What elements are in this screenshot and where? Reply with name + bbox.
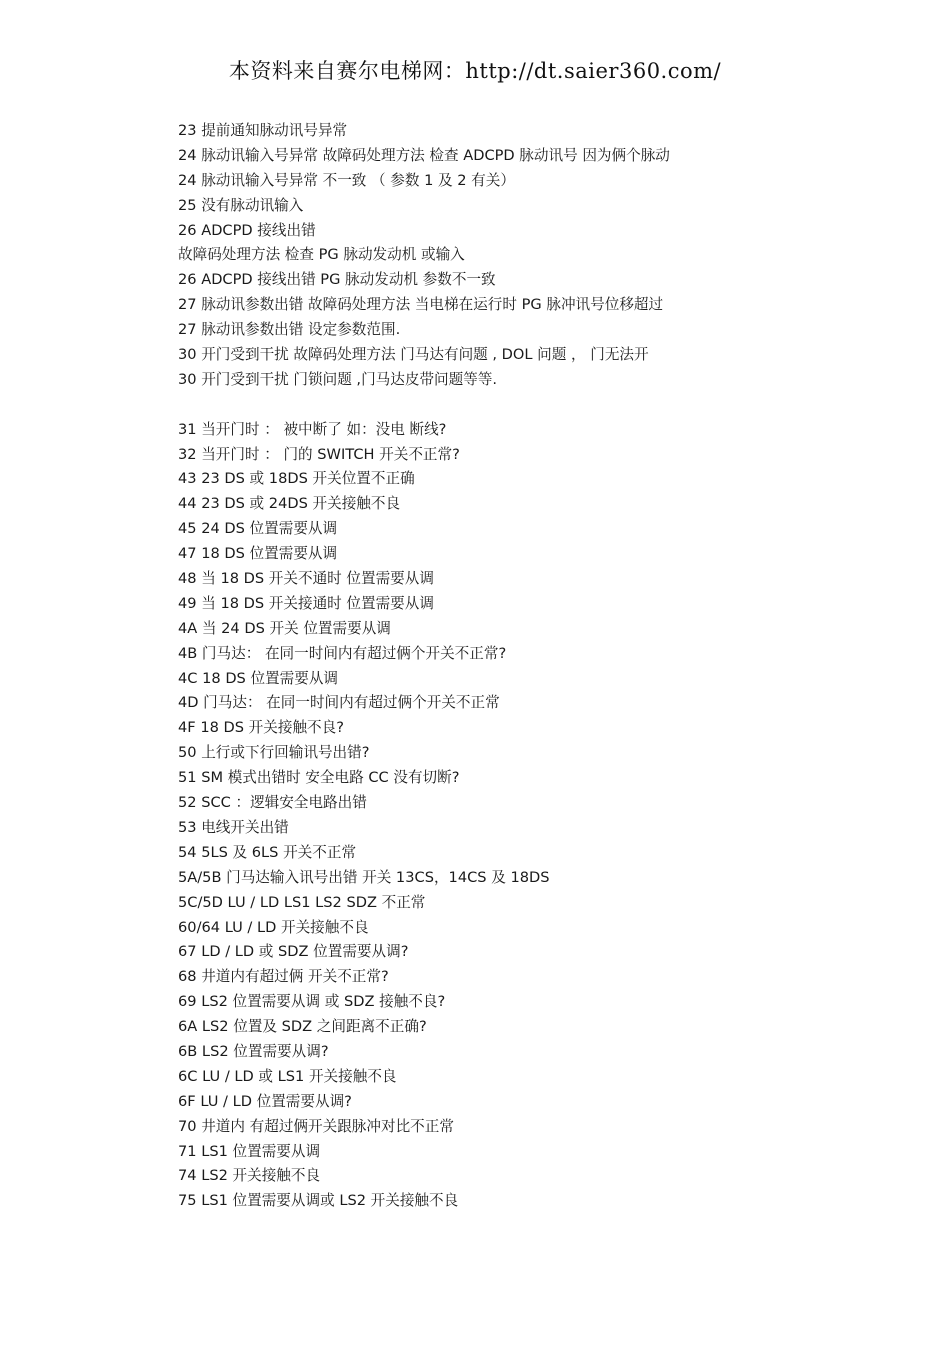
fault-code-line: 45 24 DS 位置需要从调 bbox=[178, 520, 338, 538]
fault-code-list bbox=[178, 119, 898, 1214]
fault-code-line: 54 5LS 及 6LS 开关不正常 bbox=[178, 843, 357, 861]
fault-code-line: 4D 门马达： 在同一时间内有超过俩个开关不正常 bbox=[178, 694, 500, 712]
fault-code-line: 44 23 DS 或 24DS 开关接触不良 bbox=[178, 495, 401, 513]
fault-code-line: 27 脉动讯参数出错 故障码处理方法 当电梯在运行时 PG 脉冲讯号位移超过 bbox=[178, 296, 664, 314]
fault-code-line: 30 开门受到干扰 门锁问题 ,门马达皮带问题等等. bbox=[178, 370, 498, 388]
fault-code-line: 27 脉动讯参数出错 设定参数范围. bbox=[178, 321, 401, 339]
fault-code-line: 故障码处理方法 检查 PG 脉动发动机 或输入 bbox=[178, 246, 465, 264]
fault-code-line: 30 开门受到干扰 故障码处理方法 门马达有问题 , DOL 问题 ， 门无法开 bbox=[178, 346, 649, 364]
fault-code-line: 4A 当 24 DS 开关 位置需要从调 bbox=[178, 619, 391, 637]
fault-code-line: 4F 18 DS 开关接触不良? bbox=[178, 719, 344, 737]
fault-code-line: 24 脉动讯输入号异常 故障码处理方法 检查 ADCPD 脉动讯号 因为俩个脉动 bbox=[178, 146, 670, 164]
fault-code-line: 5A/5B 门马达输入讯号出错 开关 13CS，14CS 及 18DS bbox=[178, 868, 550, 886]
fault-code-line: 31 当开门时 ： 被中断了 如：没电 断线? bbox=[178, 420, 447, 438]
fault-code-line: 47 18 DS 位置需要从调 bbox=[178, 545, 338, 563]
fault-code-line: 53 电线开关出错 bbox=[178, 818, 289, 836]
fault-code-line: 4B 门马达： 在同一时间内有超过俩个开关不正常? bbox=[178, 644, 507, 662]
fault-code-line: 75 LS1 位置需要从调或 LS2 开关接触不良 bbox=[178, 1192, 459, 1210]
fault-code-line: 24 脉动讯输入号异常 不一致 （ 参数 1 及 2 有关） bbox=[178, 171, 515, 189]
page-header-source: 本资料来自赛尔电梯网：http://dt.saier360.com/ bbox=[228, 59, 722, 83]
fault-code-line: 23 提前通知脉动讯号异常 bbox=[178, 122, 348, 139]
fault-code-line: 6F LU / LD 位置需要从调? bbox=[178, 1092, 352, 1110]
fault-code-line: 32 当开门时 ： 门的 SWITCH 开关不正常? bbox=[178, 445, 460, 463]
fault-code-line: 60/64 LU / LD 开关接触不良 bbox=[178, 918, 369, 936]
fault-code-line: 71 LS1 位置需要从调 bbox=[178, 1142, 321, 1160]
fault-code-line: 51 SM 模式出错时 安全电路 CC 没有切断? bbox=[178, 769, 460, 787]
fault-code-line: 70 井道内 有超过俩开关跟脉冲对比不正常 bbox=[178, 1117, 454, 1135]
fault-code-line: 25 没有脉动讯输入 bbox=[178, 196, 304, 214]
fault-code-line: 67 LD / LD 或 SDZ 位置需要从调? bbox=[178, 943, 409, 961]
fault-code-line: 5C/5D LU / LD LS1 LS2 SDZ 不正常 bbox=[178, 893, 426, 911]
fault-code-line: 6C LU / LD 或 LS1 开关接触不良 bbox=[178, 1067, 397, 1085]
fault-code-line: 68 井道内有超过俩 开关不正常? bbox=[178, 968, 389, 986]
fault-code-line: 43 23 DS 或 18DS 开关位置不正确 bbox=[178, 470, 415, 488]
fault-code-line: 52 SCC ：逻辑安全电路出错 bbox=[178, 794, 367, 812]
fault-code-line: 6B LS2 位置需要从调? bbox=[178, 1042, 329, 1060]
fault-code-line: 4C 18 DS 位置需要从调 bbox=[178, 669, 339, 687]
fault-code-line: 50 上行或下行回输讯号出错? bbox=[178, 744, 370, 762]
fault-code-line: 49 当 18 DS 开关接通时 位置需要从调 bbox=[178, 594, 434, 612]
fault-code-line: 6A LS2 位置及 SDZ 之间距离不正确? bbox=[178, 1018, 427, 1036]
fault-code-line: 48 当 18 DS 开关不通时 位置需要从调 bbox=[178, 570, 434, 588]
blank-line bbox=[178, 393, 898, 418]
fault-code-line: 74 LS2 开关接触不良 bbox=[178, 1167, 321, 1185]
fault-code-line: 69 LS2 位置需要从调 或 SDZ 接触不良? bbox=[178, 993, 446, 1011]
fault-code-line: 26 ADCPD 接线出错 PG 脉动发动机 参数不一致 bbox=[178, 271, 496, 289]
fault-code-line: 26 ADCPD 接线出错 bbox=[178, 221, 316, 239]
